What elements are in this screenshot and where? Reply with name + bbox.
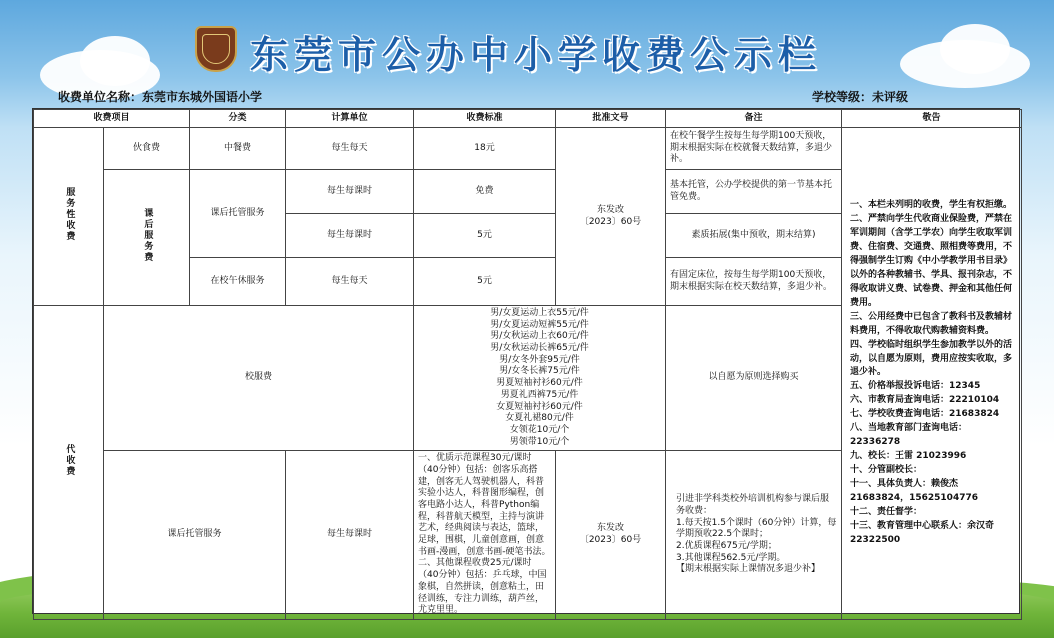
- meal-unit: 每生每天: [286, 128, 414, 170]
- custody-note-line: 1.每天按1.5个课时（60分钟）计算，每学期预收22.5个课时；: [676, 517, 837, 540]
- header-category: 分类: [190, 110, 286, 128]
- approval-number-2: 东发改 〔2023〕60号: [556, 451, 666, 620]
- uniform-standard-line: 男/女秋运动长裤65元/件: [490, 343, 589, 354]
- fee-table: [33, 109, 1022, 620]
- after-school-item: 课后服务费: [104, 170, 190, 306]
- custody-note-line: 【期末根据实际上课情况多退少补】: [676, 564, 821, 575]
- after-school-category: 课后托管服务: [190, 170, 286, 258]
- noon-rest-standard: 5元: [414, 258, 556, 306]
- meal-item: 伙食费: [104, 128, 190, 170]
- after-school-unit-1: 每生每课时: [286, 170, 414, 214]
- custody-standard-line: 二、其他课程收费25元/课时（40分钟）包括：乒乓球，中国象棋，自然拼读，创意粘土，田径训练，专注力训练，葫芦丝，尤克里里。: [418, 558, 547, 616]
- meal-standard: 18元: [414, 128, 556, 170]
- meal-note: 在校午餐学生按每生每学期100天预收，期末根据实际在校就餐天数结算，多退少补。: [666, 128, 842, 170]
- fee-table-board: [32, 108, 1020, 614]
- uniform-standard-line: 男夏短袖衬衫60元/件: [496, 378, 583, 389]
- notice-item: 十一、具体负责人：赖俊杰 21683824，15625104776: [850, 478, 978, 503]
- custody-standard-line: 一、优质示范课程30元/课时（40分钟）包括：创客乐高搭建，创客无人驾驶机器人，科普实验小达人，科普图形编程，创客电路小达人，科普Python编程，科普航天模型，主持与演讲艺术，经典阅读与表达，篮球，足球，围棋，儿童创意画，创意书画-漫画，创意书画-硬笔书法。: [418, 453, 551, 557]
- service-fee-group: 服务性收费: [34, 128, 104, 306]
- notice-item: 五、价格举报投诉电话：12345: [850, 381, 981, 392]
- uniform-standard-line: 男/女秋运动上衣60元/件: [490, 331, 589, 342]
- uniform-standard-line: 女夏礼裙80元/件: [505, 413, 574, 424]
- custody-standards: [414, 451, 556, 620]
- uniform-standard-line: 男/女夏运动短裤55元/件: [490, 319, 589, 330]
- page-title: 东莞市公办中小学收费公示栏: [250, 33, 823, 77]
- header-standard: 收费标准: [414, 110, 556, 128]
- charging-unit-name: 收费单位名称：东莞市东城外国语小学: [58, 90, 263, 104]
- notice-item: 十三、教育管理中心联系人：余汉奇 22322500: [850, 520, 995, 545]
- notice-item: 二、严禁向学生代收商业保险费，严禁在军训期间（含学工学农）向学生收取军训费、住宿费、交通费、照相费等费用，不得强制学生订购《中小学教学用书目录》以外的各种教辅书、学具、报刊杂志，不得收取讲义费、试卷费、押金和其他任何费用。: [850, 214, 1013, 308]
- uniform-standard-line: 男/女冬外套95元/件: [499, 354, 580, 365]
- custody-note-line: 引进非学科类校外培训机构参与课后服务收费：: [676, 494, 830, 516]
- table-header-row: [34, 110, 1022, 128]
- notice-item: 六、市教育局查询电话：22210104: [850, 395, 1000, 406]
- after-school-standard-2: 5元: [414, 214, 556, 258]
- custody-unit: 每生每课时: [286, 451, 414, 620]
- uniform-standards: [414, 306, 666, 451]
- school-grade: 学校等级：未评级: [812, 90, 909, 104]
- notice-item: 七、学校收费查询电话：21683824: [850, 409, 1000, 420]
- notice-list: [842, 128, 1022, 620]
- uniform-note: 以自愿为原则选择购买: [666, 306, 842, 451]
- uniform-standard-line: 男/女冬长裤75元/件: [499, 366, 580, 377]
- uniform-item: 校服费: [104, 306, 414, 451]
- notice-item: 四、学校临时组织学生参加教学以外的活动，以自愿为原则，费用应按实收取，多退少补。: [850, 339, 1013, 378]
- notice-item: 九、校长：王雷 21023996: [850, 451, 967, 462]
- noon-rest-unit: 每生每天: [286, 258, 414, 306]
- noon-rest-note: 有固定床位，按每生每学期100天预收，期末根据实际在校天数结算，多退少补。: [666, 258, 842, 306]
- custody-notes: [666, 451, 842, 620]
- uniform-standard-line: 男夏礼西裤75元/件: [500, 389, 579, 400]
- noon-rest-category: 在校午休服务: [190, 258, 286, 306]
- uniform-standard-line: 女领花10元/个: [509, 424, 570, 435]
- header-note: 备注: [666, 110, 842, 128]
- custody-note-line: 3.其他课程562.5元/学期。: [676, 552, 786, 563]
- school-emblem-icon: [195, 26, 237, 72]
- after-school-note-1: 基本托管，公办学校提供的第一节基本托管免费。: [666, 170, 842, 214]
- notice-item: 八、当地教育部门查询电话：22336278: [850, 423, 968, 448]
- header-approval: 批准文号: [556, 110, 666, 128]
- header-unit: 计算单位: [286, 110, 414, 128]
- agency-fee-group: 代收费: [34, 306, 104, 620]
- custody-item: 课后托管服务: [104, 451, 286, 620]
- uniform-standard-line: 女夏短袖衬衫60元/件: [496, 401, 583, 412]
- notice-item: 十二、责任督学：: [850, 506, 923, 517]
- uniform-standard-line: 男领带10元/个: [509, 436, 570, 447]
- approval-number-1: 东发改 〔2023〕60号: [556, 128, 666, 306]
- after-school-note-2: 素质拓展(集中预收，期末结算): [666, 214, 842, 258]
- notice-item: 十、分管副校长：: [850, 465, 923, 476]
- meal-category: 中餐费: [190, 128, 286, 170]
- custody-note-line: 2.优质课程675元/学期；: [676, 540, 777, 551]
- header: [0, 18, 1054, 82]
- header-fee-item: 收费项目: [34, 110, 190, 128]
- notice-item: 三、公用经费中已包含了教科书及教辅材料费用，不得收取代购教辅资料费。: [850, 311, 1013, 336]
- notice-item: 一、本栏未列明的收费，学生有权拒缴。: [850, 200, 1013, 211]
- header-notice: 敬告: [842, 110, 1022, 128]
- uniform-standard-line: 男/女夏运动上衣55元/件: [490, 308, 589, 318]
- after-school-standard-1: 免费: [414, 170, 556, 214]
- table-row-meal: [34, 128, 1022, 170]
- after-school-unit-2: 每生每课时: [286, 214, 414, 258]
